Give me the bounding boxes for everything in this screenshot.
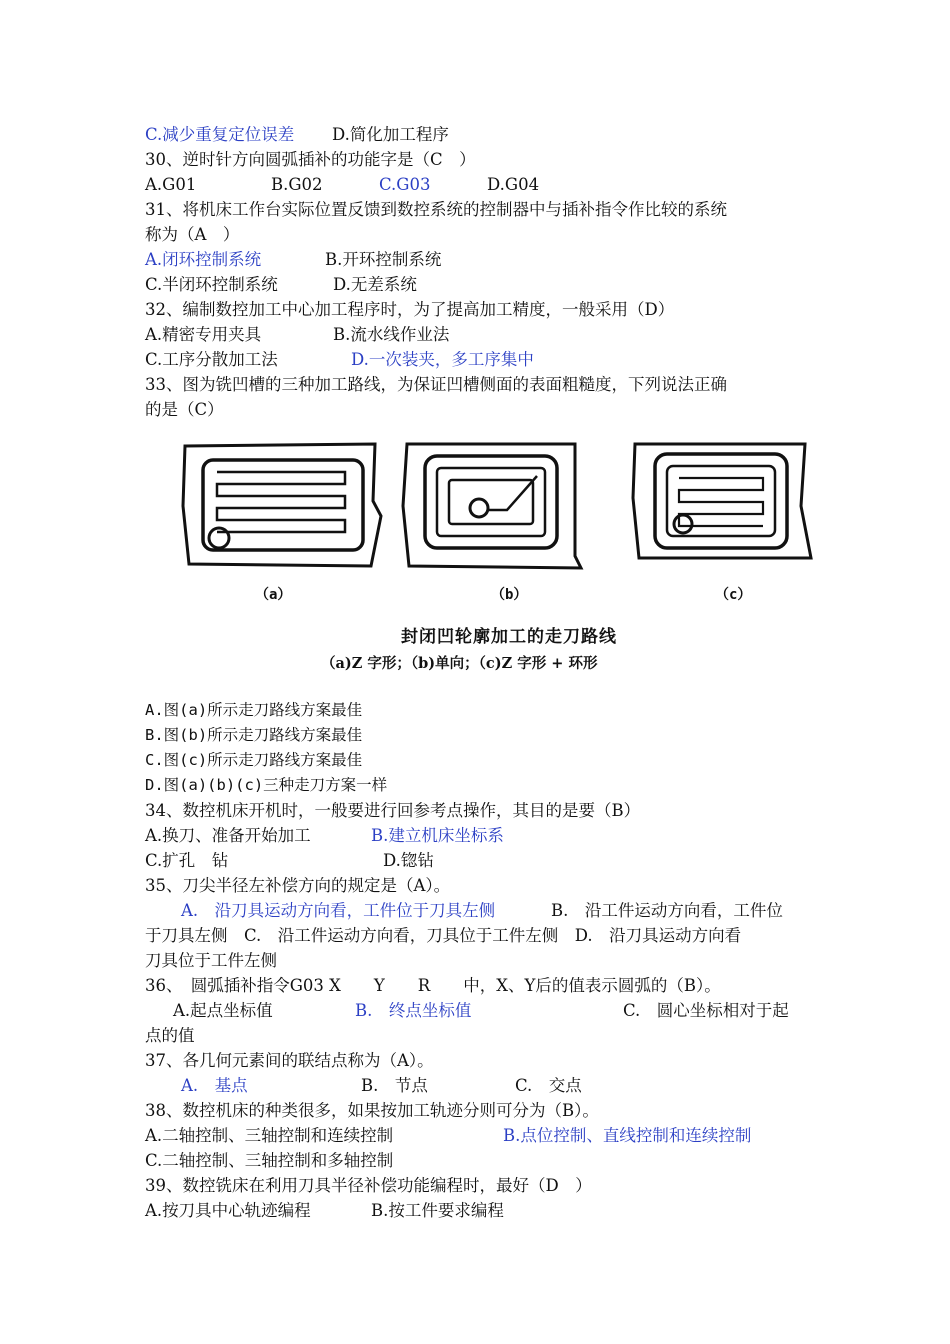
diagram-b-spiral: [403, 444, 581, 568]
question-36: 36、 圆弧插补指令G03 X Y R 中，X、Y后的值表示圆弧的（B）。: [145, 976, 721, 995]
q39-options: [145, 1198, 815, 1223]
q34-option-b: B.建立机床坐标系: [371, 826, 504, 845]
q33-option-a: A.图(a)所示走刀路线方案最佳: [145, 701, 363, 719]
question-31-line1: 31、将机床工作台实际位置反馈到数控系统的控制器中与插补指令作比较的系统: [145, 200, 727, 219]
caption-b: （b）: [491, 587, 528, 603]
caption-a: （a）: [255, 587, 292, 603]
figure-title: 封闭凹轮廓加工的走刀路线: [401, 627, 617, 647]
q30-option-b: B.G02: [271, 175, 323, 194]
q39-option-a: A.按刀具中心轨迹编程: [145, 1201, 311, 1220]
q33-option-b: B.图(b)所示走刀路线方案最佳: [145, 726, 363, 744]
question-31-line2: 称为（A ）: [145, 225, 240, 244]
question-39: 39、数控铣床在利用刀具半径补偿功能编程时，最好（D ）: [145, 1176, 592, 1195]
q37-options: [145, 1073, 815, 1098]
q32-option-b: B.流水线作业法: [333, 325, 450, 344]
question-33-line2: 的是（C）: [145, 400, 224, 419]
q34-option-c: C.扩孔 钻: [145, 851, 229, 870]
q38-option-a: A.二轴控制、三轴控制和连续控制: [145, 1126, 394, 1145]
diagram-c-zigzag-ring: [633, 444, 811, 558]
q30-option-c: C.G03: [379, 175, 431, 194]
document-page: [145, 122, 815, 1223]
q30-option-d: D.G04: [487, 175, 540, 194]
diagram-a-zigzag: [183, 444, 381, 566]
q31-options-1: [145, 247, 815, 272]
q35-line-2: 于刀具左侧 C. 沿工件运动方向看，刀具位于工件左侧 D. 沿刀具运动方向看: [145, 926, 742, 945]
q36-option-b: B. 终点坐标值: [355, 1001, 472, 1020]
q38-options-1: [145, 1123, 815, 1148]
q31-option-a: A.闭环控制系统: [145, 250, 262, 269]
q36-options: [145, 998, 815, 1023]
q36-option-c: C. 圆心坐标相对于起: [623, 1001, 789, 1020]
q33-option-c: C.图(c)所示走刀路线方案最佳: [145, 751, 363, 769]
q32-options-2: [145, 347, 815, 372]
q32-option-d: D.一次装夹，多工序集中: [351, 350, 534, 369]
q29-option-c: C.减少重复定位误差: [145, 125, 295, 144]
q36-line-3: 点的值: [145, 1026, 195, 1045]
q34-option-d: D.锪钻: [383, 851, 434, 870]
q31-option-c: C.半闭环控制系统: [145, 275, 278, 294]
q37-option-a: A. 基点: [181, 1076, 248, 1095]
q35-line-1: [145, 898, 815, 923]
q37-option-c: C. 交点: [515, 1076, 582, 1095]
q30-option-a: A.G01: [145, 175, 197, 194]
question-37: 37、各几何元素间的联结点称为（A）。: [145, 1051, 434, 1070]
q30-options: [145, 172, 815, 197]
question-33-line1: 33、图为铣凹槽的三种加工路线，为保证凹槽侧面的表面粗糙度，下列说法正确: [145, 375, 727, 394]
q32-options-1: [145, 322, 815, 347]
q29-option-d: D.简化加工程序: [332, 125, 449, 144]
line-q29-options: [145, 122, 815, 147]
toolpath-diagrams: [145, 426, 815, 576]
q34-option-a: A.换刀、准备开始加工: [145, 826, 311, 845]
q38-option-c: C.二轴控制、三轴控制和多轴控制: [145, 1151, 394, 1170]
question-38: 38、数控机床的种类很多，如果按加工轨迹分则可分为（B）。: [145, 1101, 599, 1120]
question-34: 34、数控机床开机时，一般要进行回参考点操作，其目的是要（B）: [145, 801, 641, 820]
q31-option-b: B.开环控制系统: [325, 250, 442, 269]
toolpath-figure: [145, 426, 815, 698]
q32-option-a: A.精密专用夹具: [145, 325, 262, 344]
caption-c: （c）: [715, 587, 752, 603]
figure-subtitle: （a)Z 字形；（b)单向；（c)Z 字形 + 环形: [321, 655, 598, 672]
q36-option-a: A.起点坐标值: [173, 1001, 273, 1020]
question-30: 30、逆时针方向圆弧插补的功能字是（C ）: [145, 150, 476, 169]
q31-option-d: D.无差系统: [333, 275, 417, 294]
question-32: 32、编制数控加工中心加工程序时，为了提高加工精度，一般采用（D）: [145, 300, 675, 319]
q35-option-b: B. 沿工件运动方向看，工件位: [551, 901, 783, 920]
q38-option-b: B.点位控制、直线控制和连续控制: [503, 1126, 752, 1145]
q33-option-d: D.图(a)(b)(c)三种走刀方案一样: [145, 776, 388, 794]
q35-option-a: A. 沿刀具运动方向看，工件位于刀具左侧: [181, 901, 496, 920]
question-35: 35、刀尖半径左补偿方向的规定是（A）。: [145, 876, 451, 895]
q34-options-1: [145, 823, 815, 848]
q35-line-3: 刀具位于工件左侧: [145, 951, 277, 970]
q39-option-b: B.按工件要求编程: [371, 1201, 504, 1220]
q37-option-b: B. 节点: [361, 1076, 428, 1095]
q31-options-2: [145, 272, 815, 297]
q32-option-c: C.工序分散加工法: [145, 350, 278, 369]
q34-options-2: [145, 848, 815, 873]
